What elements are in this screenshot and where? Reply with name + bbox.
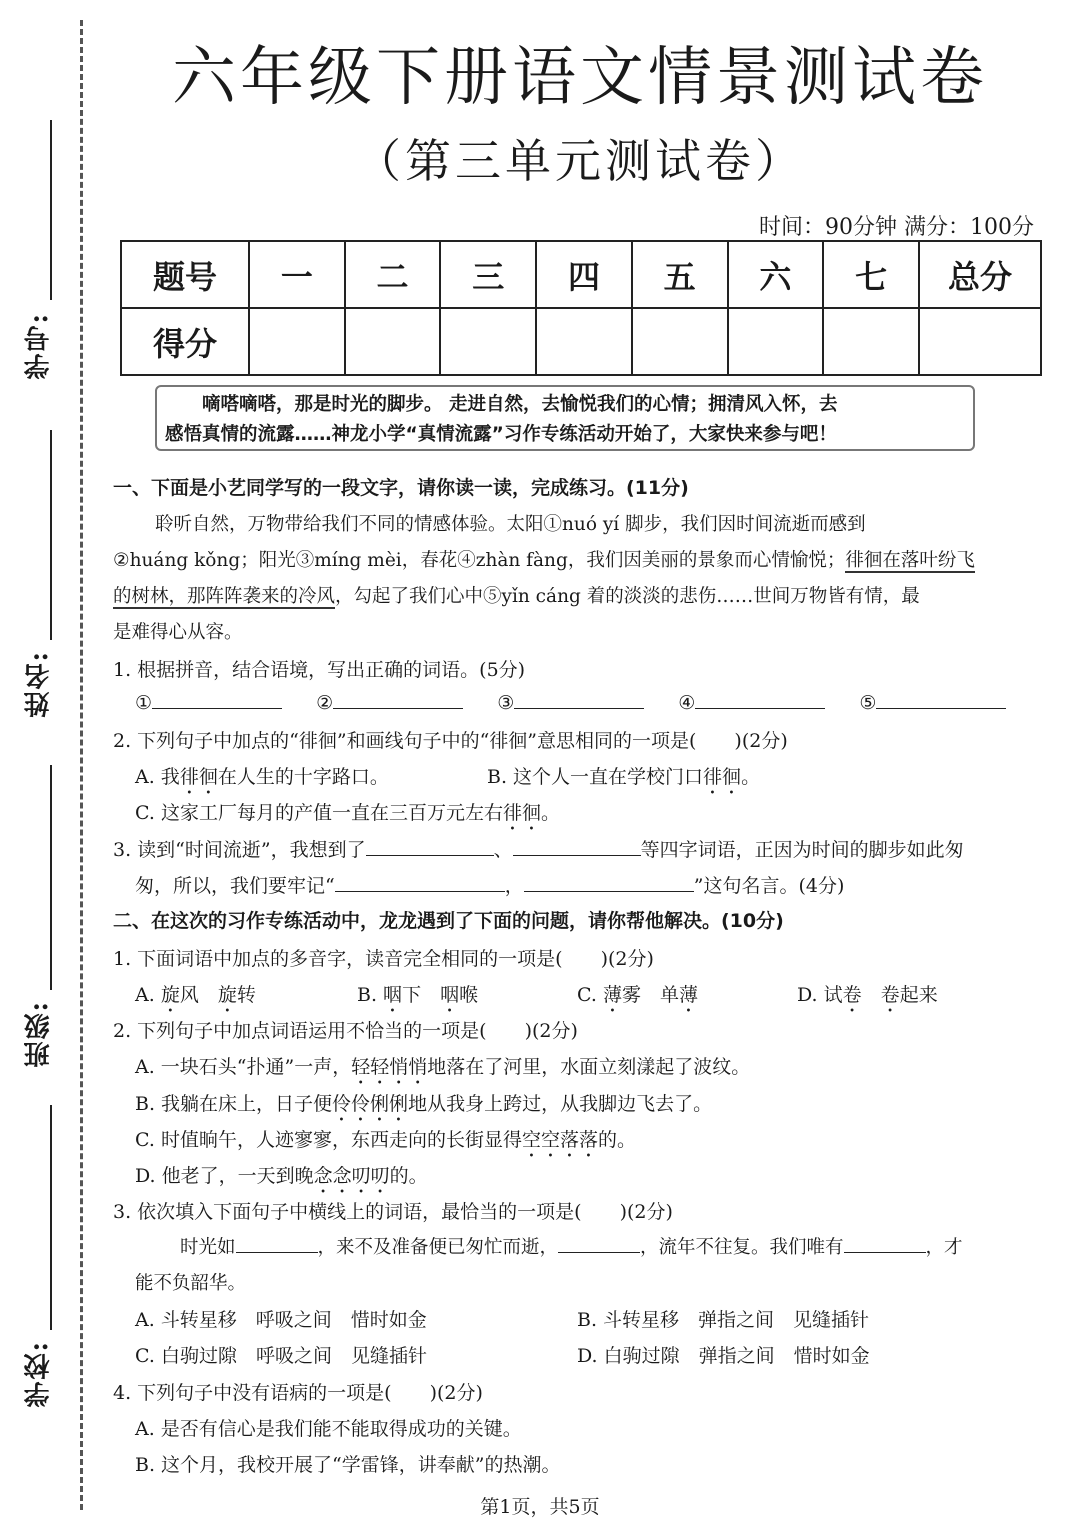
answer-blank[interactable] (152, 690, 282, 709)
passage-line-2 (113, 546, 975, 572)
option-text: 雾 单 (621, 984, 679, 1006)
s2-q1-option-d (797, 980, 938, 1017)
intro-box (155, 385, 975, 451)
xuexiao-line (50, 1105, 52, 1330)
option-text: C. (577, 984, 603, 1006)
score-cell: 六 (728, 241, 824, 308)
option-text: A. (135, 984, 161, 1006)
q-text: 3. 读到“时间流逝”，我想到了 (113, 839, 366, 861)
banji-label: 班级: (24, 1000, 54, 1068)
option-text (862, 984, 881, 1006)
section-2-heading: 二、在这次的习作专练活动中，龙龙遇到了下面的问题，请你帮他解决。(10分) (113, 910, 784, 932)
dotted-char: 旋 (160, 984, 180, 1006)
option-text: 。 (741, 766, 761, 788)
q-text: 匆，所以，我们要牢记“ (135, 875, 335, 897)
dotted-char: 咽 (383, 984, 403, 1006)
blank-mark: ③ (497, 692, 515, 714)
answer-blank[interactable] (335, 873, 505, 892)
s2-q2-option-d (135, 1161, 428, 1198)
option-text: 喉 (459, 984, 479, 1006)
option-text: C. 这家工厂每月的产值一直在三百万元左右 (135, 802, 503, 824)
s1-q2-option-b (487, 762, 760, 799)
option-text: C. 时值晌午，人迹寥寥，东西走向的长街显得 (135, 1129, 522, 1151)
q-text: ，流年不往复。我们唯有 (640, 1237, 844, 1258)
blank-mark: ④ (678, 692, 696, 714)
xuehao-label: 学号: (24, 312, 54, 380)
answer-blank[interactable] (236, 1234, 318, 1253)
s2-q2-option-c (135, 1125, 636, 1162)
xingming-line (50, 430, 52, 640)
q-text: ，才 (925, 1237, 963, 1258)
option-text: B. (357, 984, 384, 1006)
banji-line (50, 765, 52, 990)
dotted-char: 卷 (880, 984, 900, 1006)
option-text: D. 试 (797, 984, 843, 1006)
score-cell: 三 (440, 241, 536, 308)
xuexiao-label: 学校: (24, 1340, 54, 1408)
score-input-cell[interactable] (823, 308, 919, 375)
s2-q3: 3. 依次填入下面句子中横线上的词语，最恰当的一项是( )(2分) (113, 1201, 673, 1223)
dotted-char: 咽 (440, 984, 460, 1006)
q-text: ， (504, 875, 524, 897)
option-text: 起来 (899, 984, 938, 1006)
passage-text: ②huáng kǒng；阳光③míng mèi，春花④zhàn fàng，我们因美丽的景象而心情愉悦； (113, 550, 846, 571)
answer-blank[interactable] (558, 1234, 640, 1253)
option-text: D. 他老了，一天到晚 (135, 1165, 314, 1187)
score-table (120, 240, 1042, 376)
s2-q2: 2. 下列句子中加点词语运用不恰当的一项是( )(2分) (113, 1020, 578, 1042)
s2-q4-option-b: B. 这个月，我校开展了“学雷锋，讲奉献”的热潮。 (135, 1454, 561, 1476)
s2-q3-option-a: A. 斗转星移 呼吸之间 惜时如金 (135, 1309, 427, 1331)
score-table-header-row (121, 241, 1041, 308)
answer-blank[interactable] (513, 837, 641, 856)
option-text: 地落在了河里，水面立刻漾起了波纹。 (427, 1056, 751, 1078)
s1-q1: 1. 根据拼音，结合语境，写出正确的词语。(5分) (113, 659, 526, 681)
passage-text: ，勾起了我们心中⑤yǐn cáng 着的淡淡的悲伤……世间万物皆有情，最 (335, 586, 920, 607)
answer-blank[interactable] (876, 690, 1006, 709)
s1-q2-option-a (135, 762, 389, 799)
s2-q1: 1. 下面词语中加点的多音字，读音完全相同的一项是( )(2分) (113, 948, 654, 970)
s2-q2-option-a (135, 1052, 750, 1089)
s2-q4-option-a: A. 是否有信心是我们能不能取得成功的关键。 (135, 1418, 522, 1440)
dotted-char: 旋 (217, 984, 237, 1006)
dotted-word: 伶伶俐俐 (332, 1093, 409, 1115)
score-cell: 总分 (919, 241, 1041, 308)
q-text: 、 (493, 839, 513, 861)
dotted-word: 徘徊 (502, 802, 541, 824)
score-cell: 五 (632, 241, 728, 308)
blank-mark: ② (316, 692, 334, 714)
s1-q3-line-2 (135, 871, 844, 898)
option-text: 在人生的十字路口。 (217, 766, 389, 788)
s2-q2-option-b (135, 1089, 712, 1126)
dotted-char: 卷 (842, 984, 862, 1006)
section-1-heading: 一、下面是小艺同学写的一段文字，请你读一读，完成练习。(11分) (113, 477, 689, 499)
s2-q1-option-c (577, 980, 698, 1017)
page-footer: 第1页，共5页 (480, 1496, 600, 1518)
score-input-cell[interactable] (919, 308, 1041, 375)
answer-blank[interactable] (333, 690, 463, 709)
answer-blank[interactable] (695, 690, 825, 709)
s1-q2: 2. 下列句子中加点的“徘徊”和画线句子中的“徘徊”意思相同的一项是( )(2分) (113, 730, 788, 752)
s2-q1-option-b (357, 980, 478, 1017)
time-score-info: 时间：90分钟 满分：100分 (759, 215, 1034, 240)
q-text: 等四字词语，正因为时间的脚步如此匆 (640, 839, 964, 861)
score-input-cell[interactable] (440, 308, 536, 375)
s2-q3-sentence-1 (180, 1233, 963, 1259)
answer-blank[interactable] (524, 873, 694, 892)
s2-q3-sentence-2: 能不负韶华。 (135, 1273, 247, 1294)
page-subtitle: （第三单元测试卷） (355, 134, 805, 188)
underlined-sentence: 徘徊在落叶纷飞 (845, 550, 975, 571)
answer-blank[interactable] (844, 1234, 926, 1253)
option-text: A. 一块石头“扑通”一声， (135, 1056, 352, 1078)
passage-line-3 (113, 582, 920, 608)
blank-mark: ⑤ (859, 692, 877, 714)
option-text: B. 我躺在床上，日子便 (135, 1093, 333, 1115)
q-text: ”这句名言。(4分) (693, 875, 845, 897)
score-input-cell[interactable] (536, 308, 632, 375)
dotted-word: 念念叨叨 (313, 1165, 390, 1187)
binding-margin (0, 0, 100, 1527)
option-text: 的。 (389, 1165, 428, 1187)
option-text: 。 (540, 802, 560, 824)
underlined-sentence: 的树林，那阵阵袭来的冷风 (113, 586, 336, 607)
dotted-word: 徘徊 (703, 766, 742, 788)
score-table-score-row (121, 308, 1041, 375)
score-cell: 七 (823, 241, 919, 308)
option-text: 地从我身上跨过，从我脚边飞去了。 (408, 1093, 713, 1115)
dotted-char: 薄 (678, 984, 698, 1006)
s2-q3-option-c: C. 白驹过隙 呼吸之间 见缝插针 (135, 1345, 427, 1367)
option-text: 的。 (597, 1129, 636, 1151)
score-input-cell[interactable] (632, 308, 728, 375)
page-title: 六年级下册语文情景测试卷 (172, 41, 988, 115)
score-cell: 四 (536, 241, 632, 308)
dashed-cut-line (80, 20, 83, 1510)
score-input-cell[interactable] (345, 308, 441, 375)
xingming-label: 姓名: (24, 650, 54, 718)
option-text: B. 这个人一直在学校门口 (487, 766, 704, 788)
intro-line-2: 感悟真情的流露……神龙小学“真情流露”习作专练活动开始了，大家快来参与吧！ (165, 424, 837, 445)
option-text: 下 (402, 984, 441, 1006)
s1-q1-blanks (135, 690, 1006, 714)
intro-line-1: 嘀嗒嘀嗒，那是时光的脚步。 走进自然，去愉悦我们的心情；拥清风入怀，去 (202, 394, 838, 415)
answer-blank[interactable] (366, 837, 494, 856)
score-cell: 二 (345, 241, 441, 308)
s1-q3-line-1 (113, 835, 964, 862)
option-text: A. 我 (135, 766, 180, 788)
xuehao-line (50, 120, 52, 300)
s2-q4: 4. 下列句子中没有语病的一项是( )(2分) (113, 1382, 483, 1404)
option-text: 风 (179, 984, 218, 1006)
s2-q3-option-d: D. 白驹过隙 弹指之间 惜时如金 (577, 1345, 870, 1367)
blank-mark: ① (135, 692, 153, 714)
passage-line-1: 聆听自然，万物带给我们不同的情感体验。太阳①nuó yí 脚步，我们因时间流逝而感到 (155, 514, 866, 535)
dotted-word: 徘徊 (179, 766, 218, 788)
score-input-cell[interactable] (728, 308, 824, 375)
dotted-word: 空空落落 (521, 1129, 598, 1151)
q-text: 时光如 (180, 1237, 236, 1258)
s2-q3-option-b: B. 斗转星移 弹指之间 见缝插针 (577, 1309, 870, 1331)
dotted-word: 轻轻悄悄 (351, 1056, 428, 1078)
s1-q2-option-c (135, 798, 560, 835)
dotted-char: 薄 (602, 984, 622, 1006)
score-row-label: 得分 (121, 308, 249, 375)
score-cell: 题号 (121, 241, 249, 308)
answer-blank[interactable] (514, 690, 644, 709)
option-text: 转 (236, 984, 256, 1006)
s2-q1-option-a (135, 980, 256, 1017)
score-input-cell[interactable] (249, 308, 345, 375)
score-cell: 一 (249, 241, 345, 308)
passage-line-4: 是难得心从容。 (113, 622, 243, 643)
q-text: ，来不及准备便已匆忙而逝， (317, 1237, 559, 1258)
